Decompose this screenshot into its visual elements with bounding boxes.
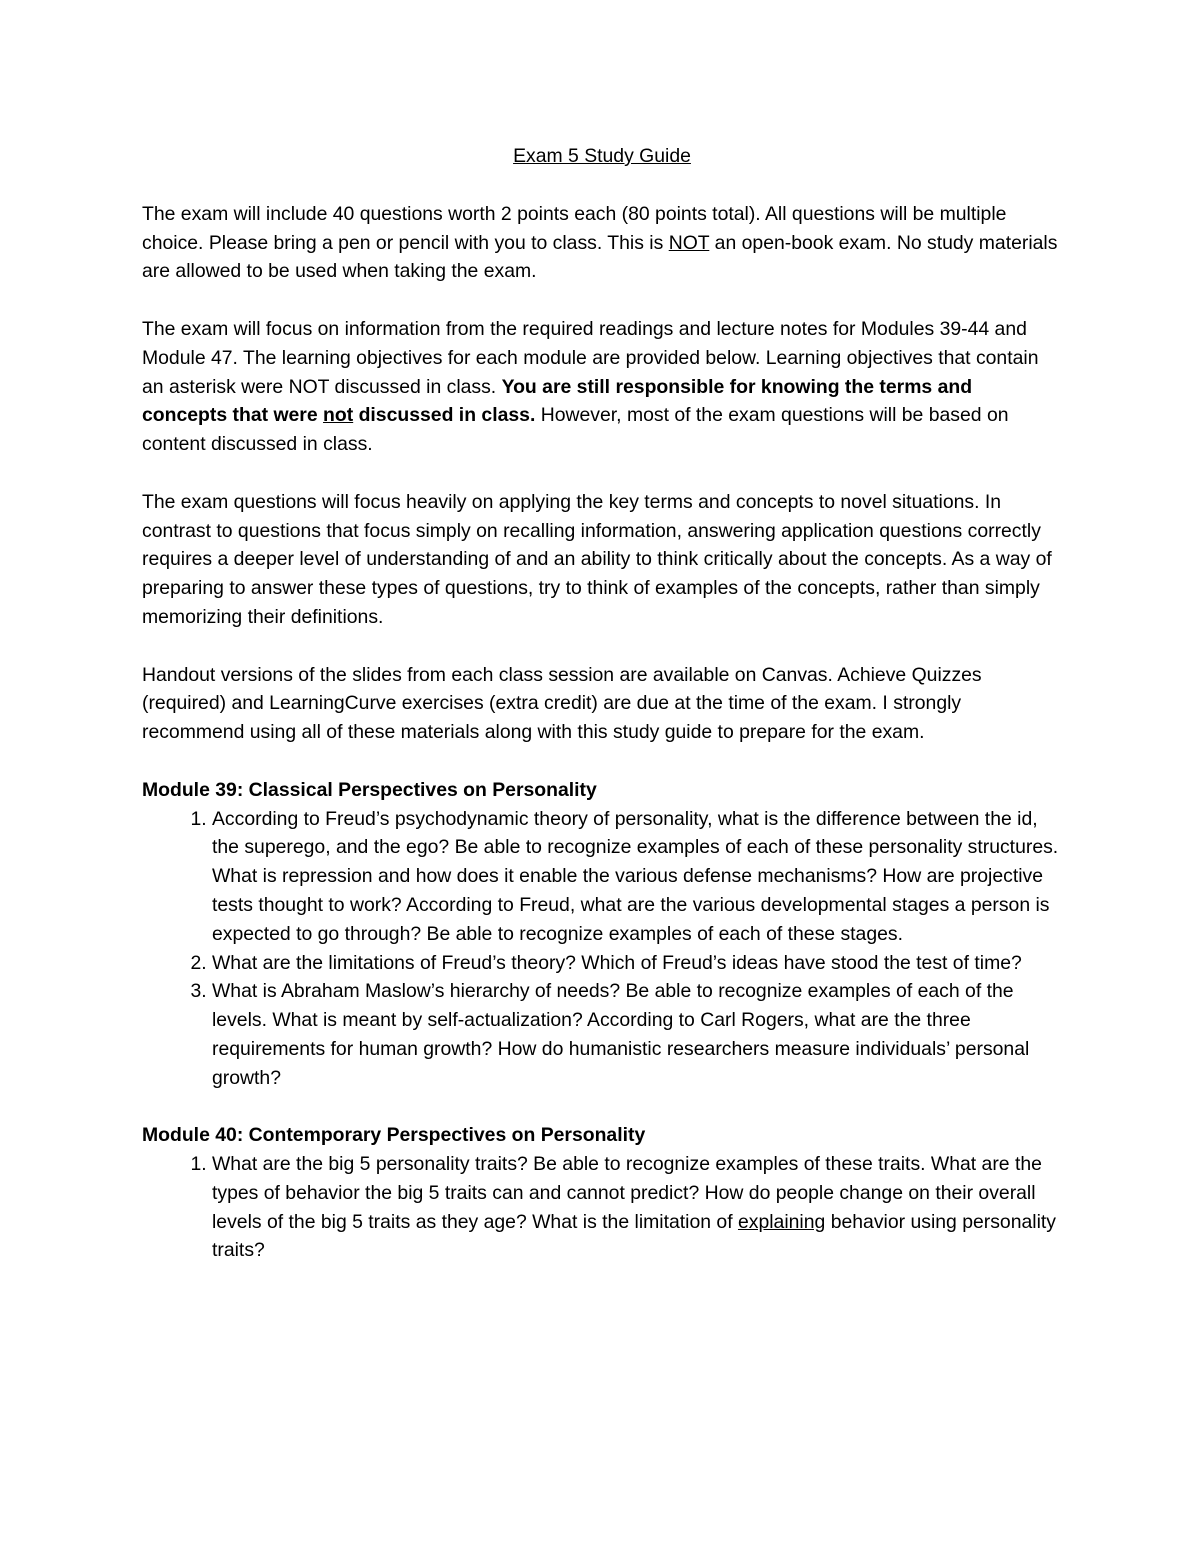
document-title: Exam 5 Study Guide — [513, 145, 691, 167]
text-span: What are the big 5 personality traits? Be able to recognize examples of these traits. What are the types of behavior the big 5 traits can and cannot predict? How do people change on their overall levels of the big 5 traits as they age? What is the limitation of — [212, 1153, 1042, 1233]
document-page — [142, 142, 1062, 1294]
module-39-objectives — [142, 805, 1062, 1093]
module-39-heading: Module 39: Classical Perspectives on Personality — [142, 778, 597, 801]
bold-text: You are still responsible for knowing the terms and concepts that were — [142, 375, 973, 427]
underlined-explaining: explaining — [737, 1210, 826, 1233]
intro-paragraph-exam-format — [142, 200, 1062, 286]
text-span: an open-book exam. No study materials are allowed to be used when taking the exam. — [142, 231, 1058, 283]
bold-text: discussed in class. — [353, 404, 536, 427]
text-span: behavior using personality traits? — [212, 1210, 1056, 1262]
objective-item: 2. What are the limitations of Freud’s theory? Which of Freud’s ideas have stood the test of time? — [212, 949, 1062, 978]
underlined-not: NOT — [668, 231, 710, 254]
objective-item: 3. What is Abraham Maslow’s hierarchy of needs? Be able to recognize examples of each of the levels. What is meant by self-actualization? According to Carl Rogers, what are the three requirements for human growth? How do humanistic researchers measure individuals’ personal growth? — [212, 977, 1062, 1092]
objective-item: 1. According to Freud’s psychodynamic theory of personality, what is the difference between the id, the superego, and the ego? Be able to recognize examples of each of these personality structures. What is repression and how does it enable the various defense mechanisms? How are projective tests thought to work? According to Freud, what are the various developmental stages a person is expected to go through? Be able to recognize examples of each of these stages. — [212, 805, 1062, 949]
module-40-objectives — [142, 1150, 1062, 1265]
text-span: The exam will focus on information from the required readings and lecture notes for Modules 39-44 and Module 47. The learning objectives for each module are provided below. Learning objectives that contain an asterisk were NOT discussed in class. — [142, 317, 1039, 398]
intro-paragraph-materials: Handout versions of the slides from each class session are available on Canvas. Achieve Quizzes (required) and LearningCurve exercises (extra credit) are due at the time of the exam. I strongly recommend using all of these materials along with this study guide to prepare for the exam. — [142, 663, 982, 744]
intro-paragraph-application: The exam questions will focus heavily on applying the key terms and concepts to novel situations. In contrast to questions that focus simply on recalling information, answering application questions correctly requires a deeper level of understanding of and an ability to think critically about the concepts. As a way of preparing to answer these types of questions, try to think of examples of the concepts, rather than simply memorizing their definitions. — [142, 490, 1052, 628]
text-span: The exam will include 40 questions worth 2 points each (80 points total). All questions will be multiple choice. Please bring a pen or pencil with you to class. This is — [142, 202, 1007, 254]
intro-paragraph-exam-focus — [142, 315, 1062, 459]
objective-item — [212, 1150, 1062, 1265]
text-span: However, most of the exam questions will be based on content discussed in class. — [142, 404, 1009, 456]
bold-underlined-not: not — [323, 404, 354, 427]
module-40-heading: Module 40: Contemporary Perspectives on Personality — [142, 1124, 646, 1147]
